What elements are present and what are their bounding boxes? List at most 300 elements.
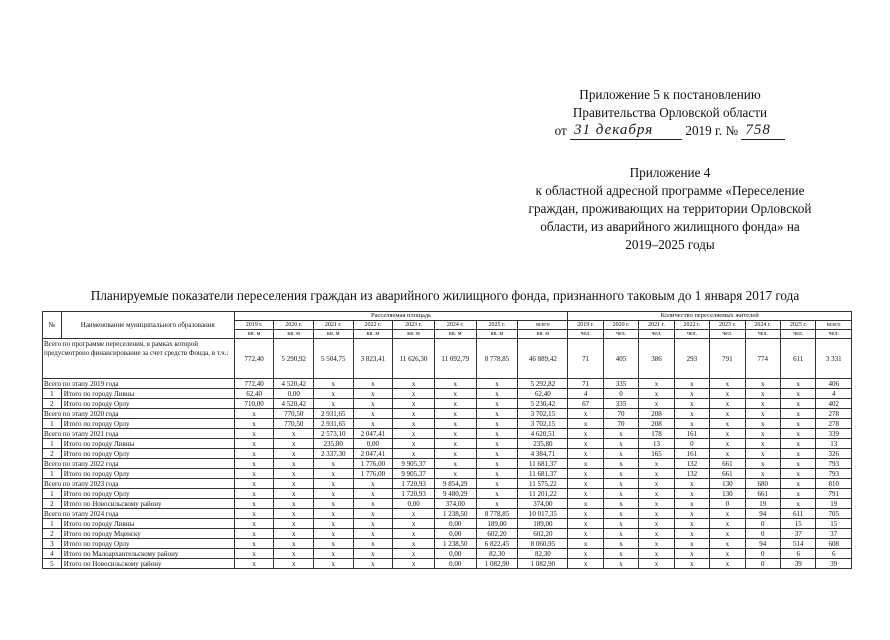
people-cell: 6	[781, 549, 816, 559]
people-cell: 208	[639, 409, 674, 419]
people-cell: х	[639, 399, 674, 409]
people-cell: х	[603, 439, 638, 449]
header-line: 2019–2025 годы	[625, 237, 715, 252]
people-cell: х	[568, 489, 603, 499]
area-cell: х	[274, 549, 314, 559]
people-cell: 39	[781, 559, 816, 569]
area-cell: х	[393, 389, 435, 399]
people-cell: х	[639, 469, 674, 479]
people-cell: х	[674, 539, 709, 549]
header-line: граждан, проживающих на территории Орловской	[528, 201, 812, 216]
area-year-header: 2024 г.	[434, 321, 476, 330]
people-cell: х	[710, 539, 745, 549]
area-cell: х	[274, 479, 314, 489]
people-cell: 402	[816, 399, 852, 409]
people-cell: х	[710, 399, 745, 409]
people-cell: 0	[745, 559, 780, 569]
table-row	[43, 339, 852, 379]
area-cell: х	[393, 409, 435, 419]
people-cell: 132	[674, 469, 709, 479]
area-cell: х	[434, 469, 476, 479]
area-cell: х	[314, 399, 354, 409]
area-cell: 770,50	[274, 409, 314, 419]
row-name: Всего по этапу 2023 года	[43, 479, 235, 489]
area-cell: х	[353, 399, 393, 409]
area-cell: х	[353, 549, 393, 559]
area-cell: 710,00	[234, 399, 274, 409]
area-cell: 1 776,00	[353, 469, 393, 479]
people-cell: х	[674, 399, 709, 409]
people-cell: х	[781, 389, 816, 399]
area-cell: 62,40	[234, 389, 274, 399]
people-cell: х	[568, 549, 603, 559]
people-cell: 791	[710, 339, 745, 379]
area-cell: 82,30	[518, 549, 568, 559]
signature-line	[500, 122, 840, 140]
people-cell: х	[568, 449, 603, 459]
area-cell: 62,40	[518, 389, 568, 399]
area-year-header: 2020 г.	[274, 321, 314, 330]
people-cell: 13	[639, 439, 674, 449]
people-cell: х	[781, 479, 816, 489]
row-name: Всего по этапу 2019 года	[43, 379, 235, 389]
area-cell: х	[434, 389, 476, 399]
people-cell: 680	[745, 479, 780, 489]
area-cell: х	[476, 429, 518, 439]
area-cell: 1 082,90	[476, 559, 518, 569]
group-area-header: Расселяемая площадь	[234, 312, 568, 321]
people-cell: х	[710, 449, 745, 459]
people-cell: х	[639, 519, 674, 529]
area-year-header: 2025 г.	[476, 321, 518, 330]
people-unit-header: чел.	[639, 330, 674, 339]
area-year-header: 2021 г.	[314, 321, 354, 330]
area-cell: 9 480,29	[434, 489, 476, 499]
people-cell: х	[781, 399, 816, 409]
people-cell: 386	[639, 339, 674, 379]
people-cell: 514	[781, 539, 816, 549]
area-cell: 1 238,50	[434, 509, 476, 519]
area-cell: 3 702,15	[518, 419, 568, 429]
people-cell: 15	[816, 519, 852, 529]
people-cell: х	[781, 439, 816, 449]
people-cell: х	[710, 389, 745, 399]
area-unit-header: кв. м	[234, 330, 274, 339]
table-title: Планируемые показатели переселения граждан из аварийного жилищного фонда, признанного таковым до 1 января 2017 года	[90, 288, 800, 303]
area-cell: х	[393, 439, 435, 449]
table-row	[43, 419, 852, 429]
people-cell: х	[568, 559, 603, 569]
area-cell: х	[314, 479, 354, 489]
people-cell: 278	[816, 419, 852, 429]
people-cell: х	[745, 439, 780, 449]
area-cell: х	[234, 519, 274, 529]
row-name: Итого по городу Ливны	[61, 519, 234, 529]
people-unit-header: чел.	[603, 330, 638, 339]
people-cell: 6	[816, 549, 852, 559]
people-cell: х	[639, 549, 674, 559]
area-cell: х	[393, 549, 435, 559]
people-cell: х	[639, 559, 674, 569]
area-cell: 1 776,00	[353, 459, 393, 469]
area-cell: х	[476, 499, 518, 509]
row-num: 4	[43, 549, 62, 559]
area-cell: х	[393, 509, 435, 519]
area-cell: х	[314, 519, 354, 529]
area-cell: х	[353, 519, 393, 529]
row-num: 2	[43, 399, 62, 409]
area-unit-header: кв. м	[518, 330, 568, 339]
people-cell: 4	[816, 389, 852, 399]
people-cell: х	[603, 449, 638, 459]
area-cell: 46 889,42	[518, 339, 568, 379]
people-cell: х	[710, 429, 745, 439]
people-cell: 67	[568, 399, 603, 409]
group-people-header: Количество переселяемых жителей	[568, 312, 852, 321]
area-cell: 5 230,42	[518, 399, 568, 409]
people-cell: х	[568, 529, 603, 539]
people-cell: х	[568, 519, 603, 529]
people-cell: х	[603, 549, 638, 559]
area-cell: х	[476, 449, 518, 459]
people-cell: 608	[816, 539, 852, 549]
header-block-1	[500, 86, 840, 140]
people-cell: х	[710, 409, 745, 419]
area-cell: 0,00	[274, 389, 314, 399]
area-cell: 8 778,85	[476, 509, 518, 519]
people-unit-header: чел.	[674, 330, 709, 339]
people-cell: 405	[603, 339, 638, 379]
people-cell: х	[603, 479, 638, 489]
table-row	[43, 479, 852, 489]
people-cell: 19	[816, 499, 852, 509]
people-cell: х	[674, 559, 709, 569]
area-cell: х	[314, 559, 354, 569]
people-cell: х	[674, 489, 709, 499]
people-cell: х	[674, 379, 709, 389]
area-year-header: 2023 г.	[393, 321, 435, 330]
area-unit-header: кв. м	[434, 330, 476, 339]
area-cell: 6 822,45	[476, 539, 518, 549]
people-cell: 793	[816, 459, 852, 469]
people-cell: х	[710, 519, 745, 529]
area-cell: х	[234, 469, 274, 479]
people-year-header: 2019 г.	[568, 321, 603, 330]
area-cell: 2 573,10	[314, 429, 354, 439]
area-cell: 0,00	[353, 439, 393, 449]
area-cell: 9 905,37	[393, 459, 435, 469]
row-num: 2	[43, 449, 62, 459]
people-cell: х	[568, 499, 603, 509]
people-unit-header: чел.	[781, 330, 816, 339]
area-cell: х	[476, 399, 518, 409]
area-cell: 11 681,37	[518, 459, 568, 469]
people-cell: х	[674, 389, 709, 399]
area-cell: х	[434, 439, 476, 449]
area-cell: х	[234, 429, 274, 439]
area-cell: 11 201,22	[518, 489, 568, 499]
area-cell: 772,40	[234, 379, 274, 389]
handwritten-number: 758	[745, 122, 771, 138]
people-cell: х	[674, 509, 709, 519]
people-cell: х	[674, 479, 709, 489]
people-cell: 132	[674, 459, 709, 469]
area-cell: х	[353, 499, 393, 509]
people-cell: 339	[816, 429, 852, 439]
area-cell: х	[393, 429, 435, 439]
row-name: Итого по городу Орлу	[61, 539, 234, 549]
area-cell: х	[434, 459, 476, 469]
table-row	[43, 559, 852, 569]
col-name: Наименование муниципального образования	[61, 312, 234, 339]
area-cell: 1 720,93	[393, 489, 435, 499]
area-cell: х	[314, 489, 354, 499]
row-num: 1	[43, 389, 62, 399]
table-row	[43, 509, 852, 519]
people-cell: х	[603, 429, 638, 439]
area-cell: х	[476, 489, 518, 499]
people-cell: х	[710, 559, 745, 569]
row-name: Итого по городу Орлу	[61, 399, 234, 409]
row-name: Итого по Новосильскому району	[61, 559, 234, 569]
people-cell: х	[745, 429, 780, 439]
people-cell: 0	[674, 439, 709, 449]
sig-from: от	[554, 123, 567, 138]
people-cell: х	[781, 379, 816, 389]
people-cell: 3 331	[816, 339, 852, 379]
row-name: Всего по программе переселения, в рамках которой предусмотрено финансирование за счет средств Фонда, в т.ч.:	[43, 339, 235, 379]
people-cell: 0	[745, 519, 780, 529]
people-cell: х	[639, 499, 674, 509]
area-year-header: 2019 г.	[234, 321, 274, 330]
row-name: Итого по городу Орлу	[61, 489, 234, 499]
area-cell: х	[234, 419, 274, 429]
people-cell: х	[745, 409, 780, 419]
people-cell: х	[639, 479, 674, 489]
row-name: Итого по городу Орлу	[61, 419, 234, 429]
area-cell: х	[314, 539, 354, 549]
people-cell: х	[781, 409, 816, 419]
table-row	[43, 439, 852, 449]
area-cell: х	[393, 539, 435, 549]
people-unit-header: чел.	[710, 330, 745, 339]
people-cell: 278	[816, 409, 852, 419]
area-cell: х	[234, 559, 274, 569]
area-cell: 1 720,93	[393, 479, 435, 489]
handwritten-date: 31 декабря	[574, 122, 654, 138]
people-cell: 70	[603, 419, 638, 429]
table-row	[43, 459, 852, 469]
row-name: Всего по этапу 2022 года	[43, 459, 235, 469]
people-cell: х	[639, 509, 674, 519]
area-cell: х	[393, 559, 435, 569]
people-cell: х	[710, 529, 745, 539]
area-cell: 2 931,65	[314, 409, 354, 419]
area-cell: х	[314, 529, 354, 539]
area-cell: 5 292,82	[518, 379, 568, 389]
area-cell: х	[234, 529, 274, 539]
area-cell: 0,00	[393, 499, 435, 509]
row-name: Итого по Новосильскому району	[61, 499, 234, 509]
table-row	[43, 519, 852, 529]
people-cell: 71	[568, 339, 603, 379]
people-cell: х	[710, 509, 745, 519]
people-cell: 165	[639, 449, 674, 459]
people-cell: х	[639, 529, 674, 539]
header-line: Правительства Орловской области	[572, 105, 768, 120]
table-row	[43, 389, 852, 399]
area-cell: х	[314, 469, 354, 479]
people-cell: 791	[816, 489, 852, 499]
table-row	[43, 529, 852, 539]
people-cell: 94	[745, 509, 780, 519]
area-cell: 82,30	[476, 549, 518, 559]
people-cell: х	[568, 539, 603, 549]
people-cell: 178	[639, 429, 674, 439]
area-cell: х	[476, 409, 518, 419]
people-cell: 611	[781, 509, 816, 519]
area-cell: х	[234, 449, 274, 459]
row-name: Всего по этапу 2020 года	[43, 409, 235, 419]
area-cell: х	[476, 419, 518, 429]
people-cell: х	[568, 409, 603, 419]
people-cell: х	[781, 459, 816, 469]
people-cell: 661	[710, 469, 745, 479]
area-cell: х	[234, 549, 274, 559]
row-num: 1	[43, 519, 62, 529]
people-cell: х	[745, 419, 780, 429]
people-year-header: 2022 г.	[674, 321, 709, 330]
area-cell: 11 681,37	[518, 469, 568, 479]
area-cell: 0,00	[434, 549, 476, 559]
header-block-2	[500, 164, 840, 254]
area-cell: 8 778,85	[476, 339, 518, 379]
area-cell: х	[353, 379, 393, 389]
area-year-header: 2022 г.	[353, 321, 393, 330]
people-cell: х	[781, 419, 816, 429]
col-num: №	[43, 312, 62, 339]
area-cell: х	[353, 559, 393, 569]
people-cell: 810	[816, 479, 852, 489]
people-cell: 161	[674, 429, 709, 439]
people-cell: 705	[816, 509, 852, 519]
area-cell: 602,20	[518, 529, 568, 539]
area-cell: х	[353, 529, 393, 539]
people-year-header: 2021 г.	[639, 321, 674, 330]
area-cell: х	[476, 389, 518, 399]
row-num: 1	[43, 469, 62, 479]
area-unit-header: кв. м	[476, 330, 518, 339]
people-cell: 335	[603, 379, 638, 389]
people-cell: 611	[781, 339, 816, 379]
area-cell: х	[476, 479, 518, 489]
row-num: 5	[43, 559, 62, 569]
row-num: 2	[43, 529, 62, 539]
area-cell: х	[476, 379, 518, 389]
sig-year: 2019 г. №	[685, 123, 739, 138]
area-year-header: всего	[518, 321, 568, 330]
people-cell: х	[603, 509, 638, 519]
people-cell: 774	[745, 339, 780, 379]
area-cell: 10 017,35	[518, 509, 568, 519]
people-cell: х	[745, 469, 780, 479]
area-cell: х	[274, 489, 314, 499]
area-cell: х	[434, 409, 476, 419]
area-cell: х	[274, 439, 314, 449]
area-cell: х	[234, 509, 274, 519]
people-cell: х	[745, 379, 780, 389]
area-cell: 9 854,29	[434, 479, 476, 489]
people-cell: х	[603, 529, 638, 539]
area-cell: х	[314, 509, 354, 519]
area-cell: 11 575,22	[518, 479, 568, 489]
people-cell: 13	[816, 439, 852, 449]
people-cell: 661	[710, 459, 745, 469]
people-cell: х	[568, 469, 603, 479]
area-cell: 11 626,30	[393, 339, 435, 379]
table-row	[43, 539, 852, 549]
row-num: 1	[43, 439, 62, 449]
area-unit-header: кв. м	[274, 330, 314, 339]
area-cell: 8 060,95	[518, 539, 568, 549]
area-cell: 374,00	[434, 499, 476, 509]
area-cell: х	[314, 389, 354, 399]
area-cell: х	[353, 509, 393, 519]
people-cell: х	[674, 529, 709, 539]
people-unit-header: чел.	[568, 330, 603, 339]
header-line: Приложение 5 к постановлению	[579, 87, 761, 102]
people-cell: 70	[603, 409, 638, 419]
people-cell: х	[745, 449, 780, 459]
area-cell: 235,80	[314, 439, 354, 449]
area-cell: 772,40	[234, 339, 274, 379]
area-cell: 0,00	[434, 519, 476, 529]
row-name: Всего по этапу 2021 года	[43, 429, 235, 439]
people-cell: 793	[816, 469, 852, 479]
people-year-header: 2025 г.	[781, 321, 816, 330]
people-cell: 94	[745, 539, 780, 549]
people-cell: х	[603, 519, 638, 529]
people-cell: х	[568, 429, 603, 439]
area-cell: 3 702,15	[518, 409, 568, 419]
people-cell: 19	[745, 499, 780, 509]
area-unit-header: кв. м	[393, 330, 435, 339]
area-cell: х	[274, 539, 314, 549]
area-cell: 1 238,50	[434, 539, 476, 549]
people-cell: х	[603, 469, 638, 479]
area-cell: х	[434, 379, 476, 389]
table-row	[43, 549, 852, 559]
people-cell: х	[568, 439, 603, 449]
people-cell: 130	[710, 489, 745, 499]
area-cell: х	[274, 469, 314, 479]
row-name: Итого по городу Орлу	[61, 469, 234, 479]
area-cell: х	[274, 429, 314, 439]
area-cell: 0,00	[434, 529, 476, 539]
area-cell: 5 290,92	[274, 339, 314, 379]
area-cell: х	[353, 409, 393, 419]
area-cell: х	[434, 419, 476, 429]
table-row	[43, 409, 852, 419]
area-cell: 9 905,37	[393, 469, 435, 479]
area-cell: 2 047,41	[353, 429, 393, 439]
row-name: Итого по городу Ливны	[61, 439, 234, 449]
people-cell: 71	[568, 379, 603, 389]
people-cell: 130	[710, 479, 745, 489]
area-cell: х	[393, 529, 435, 539]
people-cell: х	[674, 409, 709, 419]
row-num: 1	[43, 489, 62, 499]
